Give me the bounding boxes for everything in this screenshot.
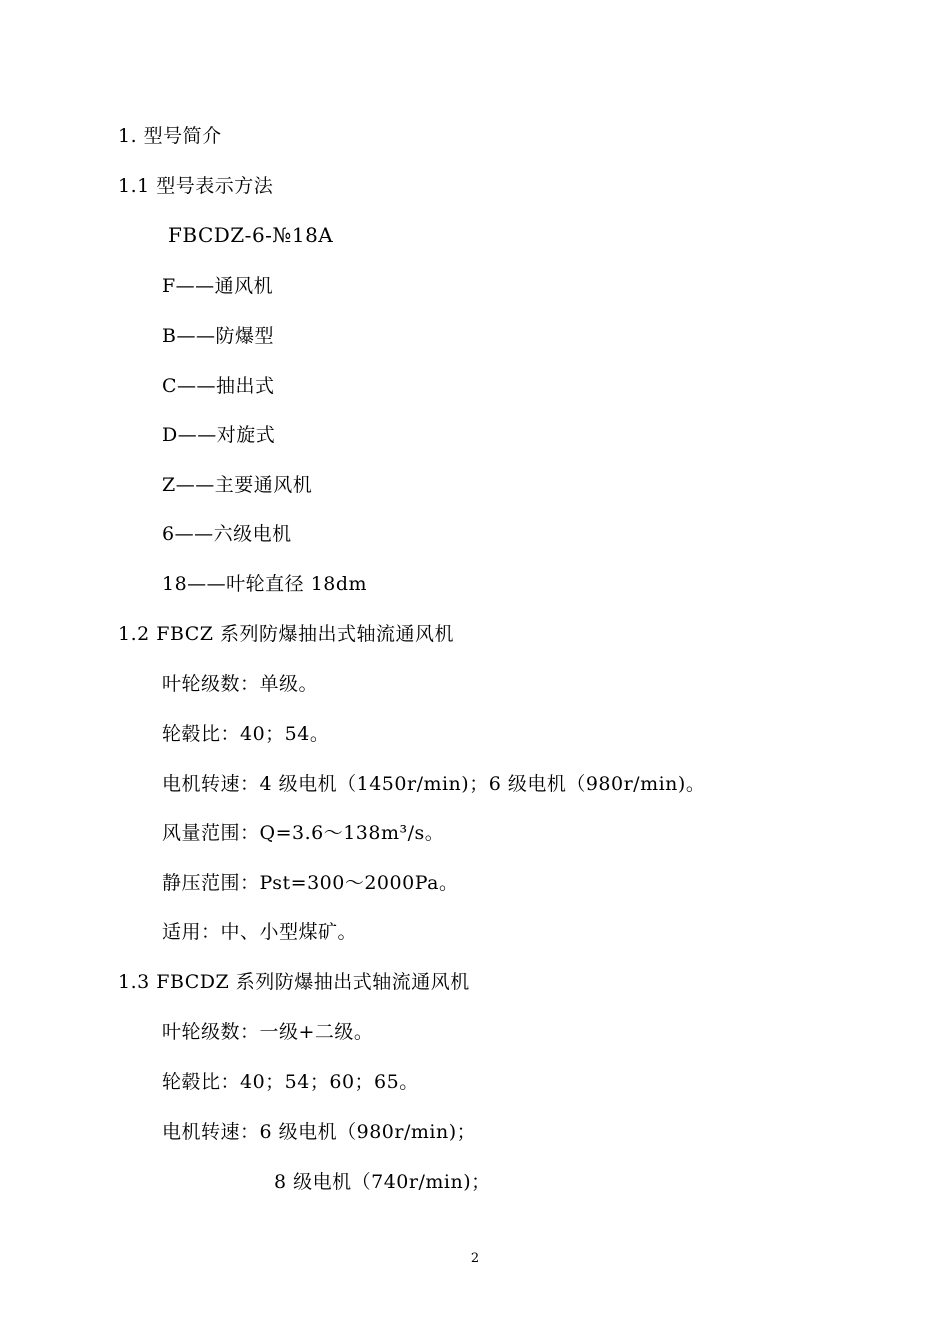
section-1-2-heading: 1.2 FBCZ 系列防爆抽出式轴流通风机 — [118, 623, 455, 645]
spec-item: 叶轮级数：单级。 — [162, 673, 319, 695]
spec-item: 静压范围：Pst=300～2000Pa。 — [162, 872, 459, 894]
section-1-heading: 1. 型号简介 — [118, 125, 222, 147]
spec-item: 轮毂比：40；54。 — [162, 723, 330, 745]
spec-item: 电机转速：6 级电机（980r/min)； — [162, 1121, 477, 1143]
spec-item-continuation: 8 级电机（740r/min)； — [274, 1171, 491, 1193]
section-1-3-heading: 1.3 FBCDZ 系列防爆抽出式轴流通风机 — [118, 971, 470, 993]
section-1-1-heading: 1.1 型号表示方法 — [118, 175, 274, 197]
model-legend-item: D——对旋式 — [162, 424, 276, 446]
spec-item: 风量范围：Q=3.6～138m³/s。 — [162, 822, 445, 844]
spec-item: 适用：中、小型煤矿。 — [162, 921, 358, 943]
model-legend-item: 18——叶轮直径 18dm — [162, 573, 368, 595]
spec-item: 轮毂比：40；54；60；65。 — [162, 1071, 419, 1093]
model-code: FBCDZ-6-№18A — [168, 223, 334, 247]
spec-item: 叶轮级数：一级+二级。 — [162, 1021, 374, 1043]
model-legend-item: 6——六级电机 — [162, 523, 292, 545]
model-legend-item: F——通风机 — [162, 275, 274, 297]
model-legend-item: B——防爆型 — [162, 325, 274, 347]
model-legend-item: Z——主要通风机 — [162, 474, 313, 496]
page-number: 2 — [470, 1251, 480, 1266]
spec-item: 电机转速：4 级电机（1450r/min)；6 级电机（980r/min)。 — [162, 773, 706, 795]
model-legend-item: C——抽出式 — [162, 375, 275, 397]
